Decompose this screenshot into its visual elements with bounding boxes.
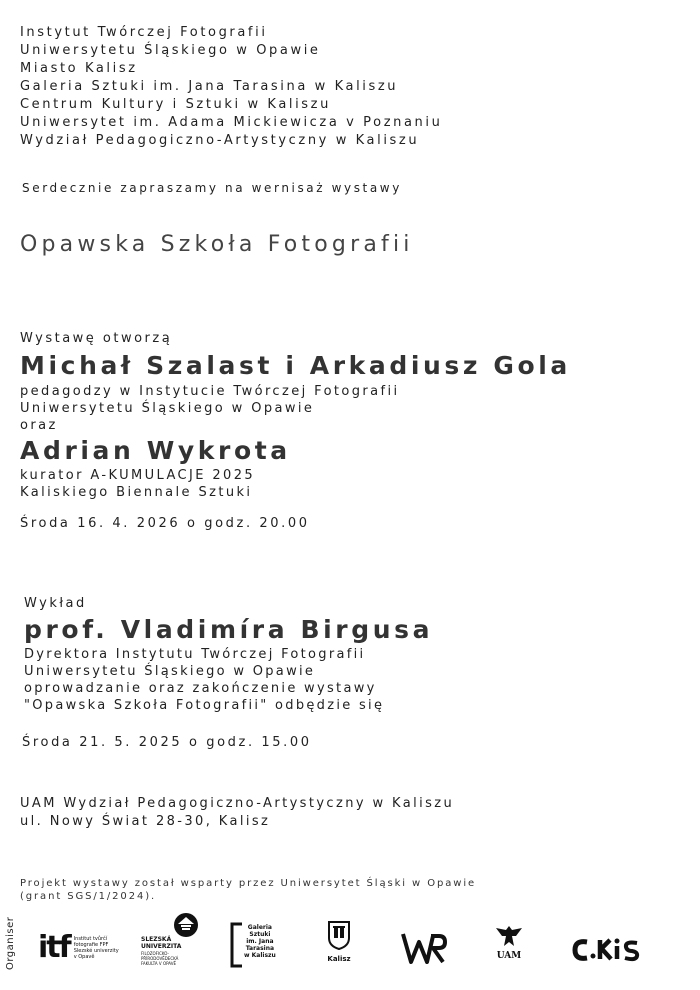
opening-date: Środa 16. 4. 2026 o godz. 20.00 [20,516,310,531]
uam-text: UAM [496,951,522,961]
description-line: Kaliskiego Biennale Sztuki [20,485,253,500]
slezska-univerzita-text: SLEZSKÁ UNIVERZITA [141,936,182,950]
organizer-line: Uniwersytet im. Adama Mickiewicza v Poznaniu [20,115,443,130]
curator-name: Adrian Wykrota [20,436,291,465]
uam-eagle-icon [494,924,524,948]
ckis-wordmark-icon [571,936,641,962]
lecture-speaker: prof. Vladimíra Birgusa [24,615,434,644]
venue-line: ul. Nowy Świat 28-30, Kalisz [20,814,271,829]
description-line: pedagodzy w Instytucie Twórczej Fotografii [20,384,400,399]
itf-logo-text: Institut tvůrčí fotografie FPF Slezské univerzity v Opavě [73,935,119,960]
funding-line: (grant SGS/1/2024). [20,891,157,902]
curator-description [20,467,255,501]
kalisz-text: Kalisz [327,955,351,963]
organizer-line: Miasto Kalisz [20,61,138,76]
lecture-label: Wykład [24,596,87,611]
galeria-sztuki-logo [230,922,276,972]
wpa-logo [401,932,447,968]
organizers-list [20,24,442,150]
kalisz-logo [323,920,355,963]
lecture-date: Środa 21. 5. 2025 o godz. 15.00 [22,735,312,750]
organiser-side-label: Organiser [5,916,16,970]
galeria-bracket-icon [230,922,244,968]
description-line: Uniwersytetu Śląskiego w Opawie [20,401,315,416]
description-line: kurator A-KUMULACJE 2025 [20,468,256,483]
venue-line: UAM Wydział Pedagogiczno-Artystyczny w Kaliszu [20,796,455,811]
description-line: oraz [20,418,58,433]
itf-logo-mark: itf [38,930,70,965]
description-line: "Opawska Szkoła Fotografii" odbędzie się [24,698,385,713]
organizer-line: Wydział Pedagogiczno-Artystyczny w Kaliszu [20,133,420,148]
opening-label: Wystawę otworzą [20,331,173,346]
organizer-line: Uniwersytetu Śląskiego w Opawie [20,43,321,58]
university-seal-icon [171,912,201,938]
opening-speakers: Michał Szalast i Arkadiusz Gola [20,351,571,380]
opening-speakers-description [20,383,400,434]
itf-logo [38,930,119,965]
kalisz-crest-icon [327,920,351,950]
organizer-line: Centrum Kultury i Sztuki w Kaliszu [20,97,331,112]
funding-line: Projekt wystawy został wsparty przez Uniwersytet Śląski w Opawie [20,878,477,889]
faculty-text: FILOZOFICKO- PŘÍRODOVĚDECKÁ FAKULTA V OPAVĚ [141,951,179,966]
exhibition-title: Opawska Szkoła Fotografii [20,232,414,257]
organizer-line: Instytut Twórczej Fotografii [20,25,268,40]
organizer-line: Galeria Sztuki im. Jana Tarasina w Kaliszu [20,79,399,94]
description-line: Dyrektora Instytutu Twórczej Fotografii [24,647,366,662]
lecture-description [24,646,384,714]
venue-address [20,795,454,831]
funding-note [20,877,476,903]
ckis-logo [571,936,641,966]
description-line: Uniwersytetu Śląskiego w Opawie [24,664,316,679]
invitation-text: Serdecznie zapraszamy na wernisaż wystawy [22,181,402,195]
description-line: oprowadzanie oraz zakończenie wystawy [24,681,377,696]
wpa-monogram-icon [401,932,447,964]
uam-logo [492,924,526,961]
galeria-sztuki-text: Galeria Sztuki im. Jana Tarasina w Kaliszu [244,924,276,959]
